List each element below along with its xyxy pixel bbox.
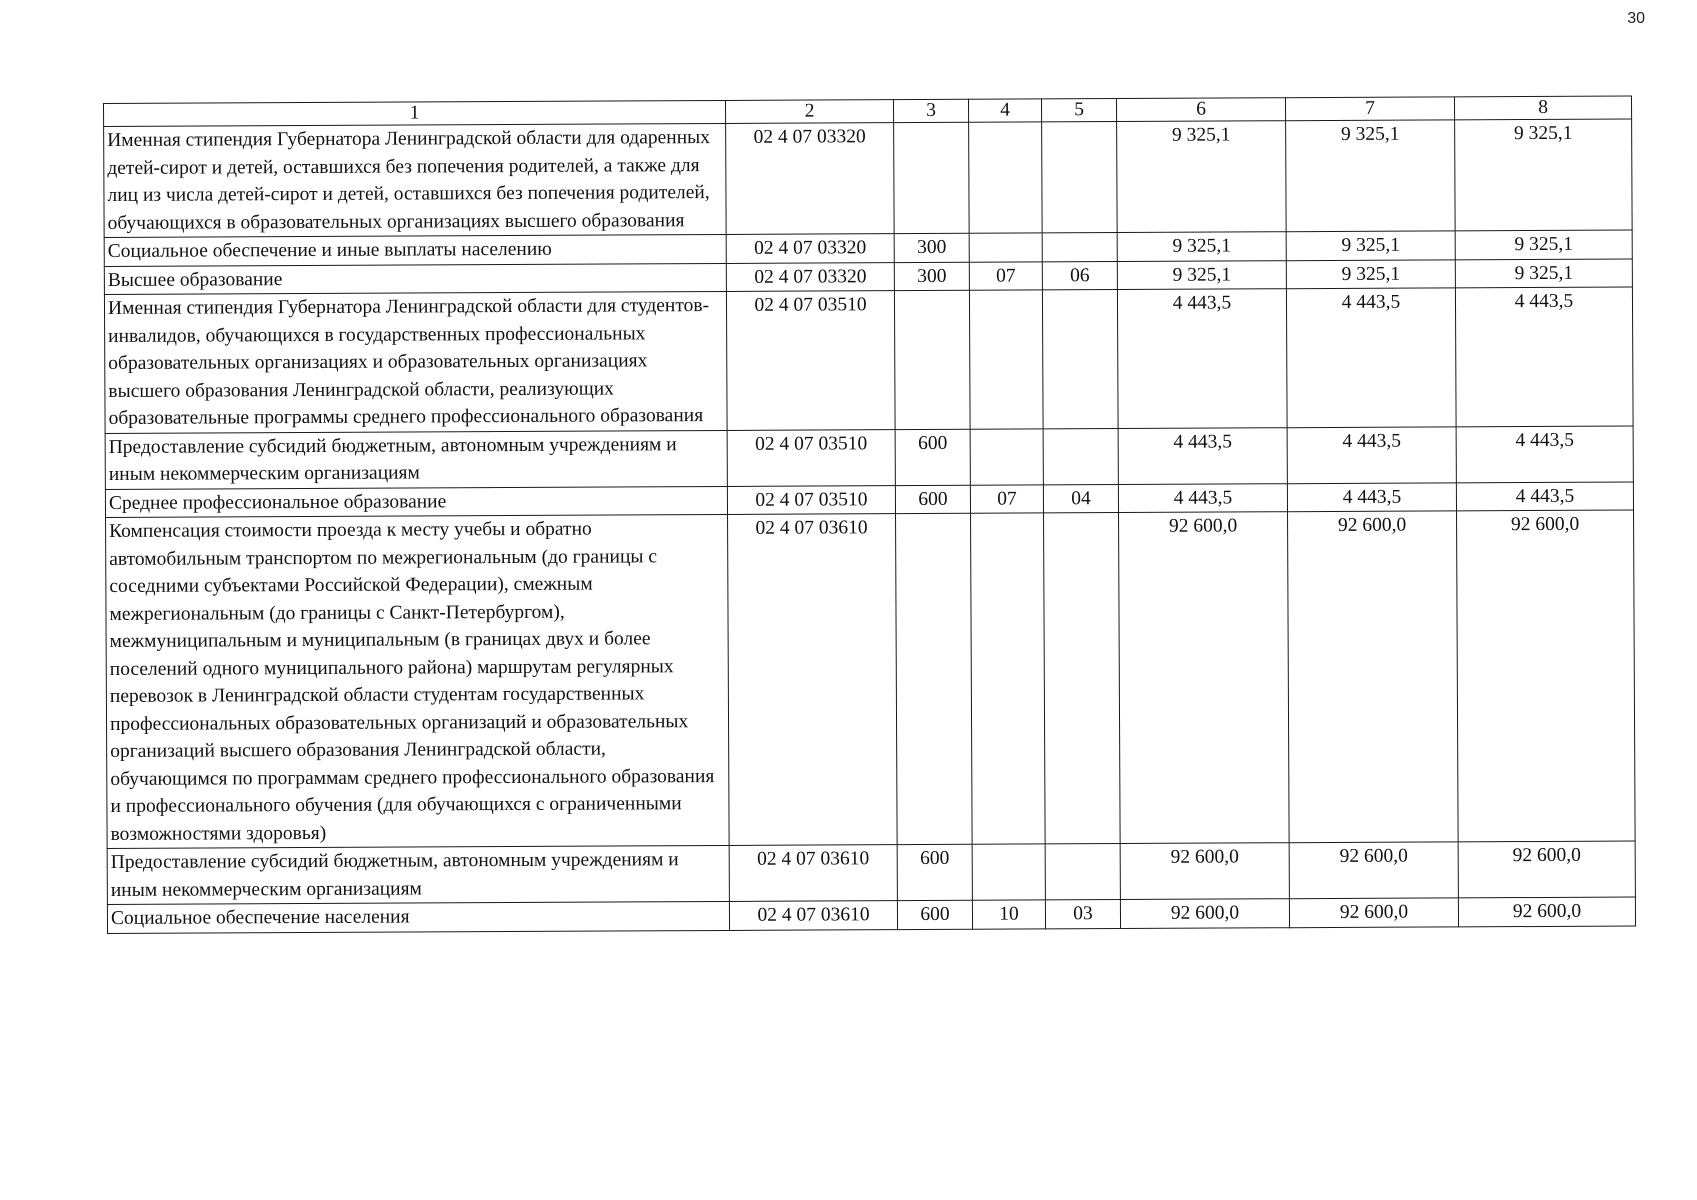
table-row bbox=[104, 287, 1633, 433]
section-cell bbox=[969, 233, 1042, 262]
table-row bbox=[107, 841, 1635, 904]
subsection-cell bbox=[1042, 290, 1118, 429]
amount-cell: 4 443,5 bbox=[1455, 287, 1633, 426]
amount-cell: 4 443,5 bbox=[1118, 483, 1287, 512]
amount-cell: 9 325,1 bbox=[1117, 121, 1287, 233]
amount-cell: 4 443,5 bbox=[1117, 289, 1287, 428]
target-article-code-cell: 02 4 07 03510 bbox=[727, 485, 895, 514]
budget-table-wrapper bbox=[103, 96, 1635, 934]
column-header: 8 bbox=[1454, 96, 1631, 120]
expense-type-cell: 300 bbox=[894, 233, 969, 262]
expense-name-cell: Среднее профессиональное образование bbox=[105, 486, 727, 518]
amount-cell: 9 325,1 bbox=[1455, 230, 1632, 259]
column-header: 5 bbox=[1041, 99, 1116, 122]
amount-cell: 4 443,5 bbox=[1287, 426, 1456, 483]
amount-cell: 4 443,5 bbox=[1456, 482, 1633, 511]
amount-cell: 92 600,0 bbox=[1457, 510, 1636, 842]
column-header: 3 bbox=[893, 99, 968, 122]
section-cell bbox=[971, 513, 1046, 844]
expense-type-cell: 600 bbox=[897, 844, 972, 900]
table-row bbox=[106, 510, 1636, 848]
expense-name-cell: Компенсация стоимости проезда к месту учебы и обратно автомобильным транспортом по межрегиональным (до границы с соседними субъектами Российской Федерации), смежным межрегиональным (до границы с Санкт-Петербургом), межмуниципальным и муниципальным (в границах двух и более поселений одного муниципального района) маршрутам регулярных перевозок в Ленинградской области студентам государственных профессиональных образовательных организаций и образовательных организаций высшего образования Ленинградской области, обучающимся по программам среднего профессионального образования и профессионального обучения (для обучающихся с ограниченными возможностями здоровья) bbox=[106, 514, 730, 848]
column-header: 6 bbox=[1116, 98, 1285, 122]
section-cell bbox=[969, 290, 1043, 429]
expense-name-cell: Именная стипендия Губернатора Ленинградской области для студентов-инвалидов, обучающихся в государственных профессиональных образовательных организациях и образовательных организациях высшего образования Ленинградской области, реализующих образовательные программы среднего профессионального образования bbox=[104, 291, 727, 433]
subsection-cell: 06 bbox=[1042, 261, 1117, 290]
expense-name-cell: Предоставление субсидий бюджетным, автономным учреждениям и иным некоммерческим организациям bbox=[105, 430, 727, 489]
target-article-code-cell: 02 4 07 03320 bbox=[726, 262, 894, 291]
column-header: 7 bbox=[1285, 97, 1454, 121]
amount-cell: 4 443,5 bbox=[1456, 426, 1633, 483]
expense-type-cell bbox=[894, 290, 970, 429]
expense-type-cell bbox=[894, 122, 970, 233]
table-row bbox=[104, 119, 1633, 237]
amount-cell: 92 600,0 bbox=[1120, 843, 1289, 900]
section-cell bbox=[970, 428, 1043, 484]
amount-cell: 92 600,0 bbox=[1289, 898, 1458, 927]
subsection-cell: 03 bbox=[1045, 900, 1120, 929]
amount-cell: 92 600,0 bbox=[1458, 897, 1635, 926]
subsection-cell bbox=[1043, 428, 1118, 484]
section-cell bbox=[972, 844, 1045, 900]
subsection-cell bbox=[1045, 844, 1120, 900]
expense-type-cell: 600 bbox=[895, 485, 970, 514]
expense-name-cell: Именная стипендия Губернатора Ленинградской области для одаренных детей-сирот и детей, оставшихся без попечения родителей, а также для лиц из числа детей-сирот и детей, оставшихся без попечения родителей, обучающихся в образовательных организациях высшего образования bbox=[104, 123, 727, 237]
section-cell: 07 bbox=[970, 484, 1043, 513]
budget-table bbox=[103, 96, 1636, 934]
expense-name-cell: Высшее образование bbox=[104, 263, 726, 295]
target-article-code-cell: 02 4 07 03610 bbox=[728, 514, 898, 846]
amount-cell: 92 600,0 bbox=[1458, 841, 1635, 898]
amount-cell: 92 600,0 bbox=[1288, 511, 1459, 843]
target-article-code-cell: 02 4 07 03610 bbox=[729, 901, 897, 930]
amount-cell: 9 325,1 bbox=[1455, 259, 1632, 288]
subsection-cell: 04 bbox=[1043, 484, 1118, 513]
amount-cell: 4 443,5 bbox=[1118, 427, 1287, 484]
target-article-code-cell: 02 4 07 03320 bbox=[726, 234, 894, 263]
amount-cell: 9 325,1 bbox=[1455, 119, 1633, 231]
expense-name-cell: Предоставление субсидий бюджетным, автономным учреждениям и иным некоммерческим организациям bbox=[107, 845, 729, 904]
target-article-code-cell: 02 4 07 03510 bbox=[726, 291, 895, 430]
page-number: 30 bbox=[1627, 10, 1645, 27]
section-cell bbox=[969, 122, 1043, 233]
table-row bbox=[105, 426, 1633, 489]
subsection-cell bbox=[1042, 122, 1118, 233]
expense-type-cell: 600 bbox=[897, 900, 972, 929]
amount-cell: 9 325,1 bbox=[1117, 260, 1286, 289]
column-header: 1 bbox=[104, 100, 726, 126]
expense-name-cell: Социальное обеспечение населения bbox=[107, 901, 729, 933]
subsection-cell bbox=[1044, 513, 1121, 844]
expense-type-cell: 300 bbox=[894, 262, 969, 291]
subsection-cell bbox=[1042, 233, 1117, 262]
target-article-code-cell: 02 4 07 03510 bbox=[727, 429, 895, 486]
expense-name-cell: Социальное обеспечение и иные выплаты населению bbox=[104, 234, 726, 266]
amount-cell: 9 325,1 bbox=[1286, 231, 1455, 260]
column-header: 2 bbox=[725, 100, 893, 124]
expense-type-cell bbox=[896, 513, 973, 844]
amount-cell: 4 443,5 bbox=[1286, 288, 1456, 427]
amount-cell: 9 325,1 bbox=[1117, 232, 1286, 261]
column-header: 4 bbox=[968, 99, 1041, 122]
amount-cell: 92 600,0 bbox=[1120, 899, 1289, 928]
amount-cell: 9 325,1 bbox=[1286, 120, 1456, 232]
target-article-code-cell: 02 4 07 03610 bbox=[729, 845, 897, 902]
expense-type-cell: 600 bbox=[895, 429, 970, 485]
amount-cell: 92 600,0 bbox=[1119, 512, 1290, 844]
target-article-code-cell: 02 4 07 03320 bbox=[726, 123, 895, 235]
amount-cell: 4 443,5 bbox=[1287, 482, 1456, 511]
section-cell: 10 bbox=[972, 900, 1045, 929]
amount-cell: 92 600,0 bbox=[1289, 842, 1458, 899]
amount-cell: 9 325,1 bbox=[1286, 259, 1455, 288]
section-cell: 07 bbox=[969, 261, 1042, 290]
